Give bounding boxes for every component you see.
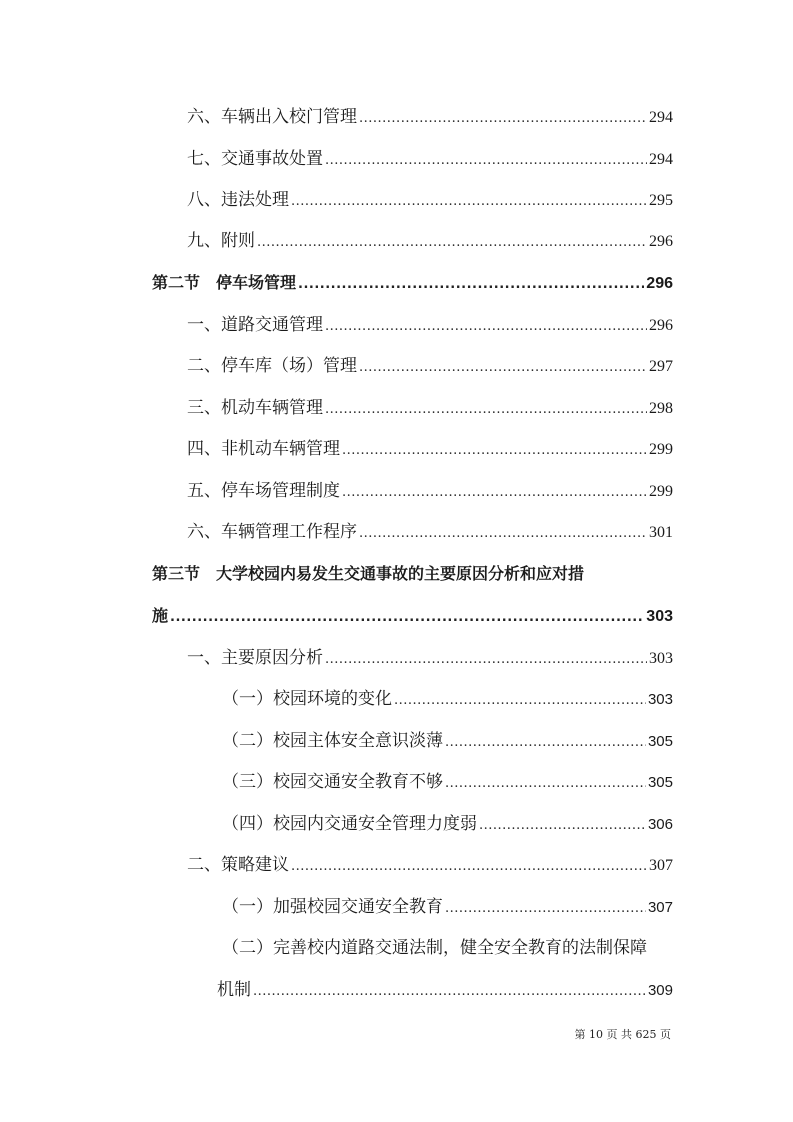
toc-entry-title: 四、非机动车辆管理 — [187, 439, 340, 459]
toc-entry-page: 297 — [649, 358, 673, 375]
toc-subentry[interactable] — [222, 726, 673, 756]
dot-leader — [342, 478, 647, 508]
toc-entry-page: 296 — [649, 317, 673, 334]
dot-leader — [394, 686, 646, 716]
toc-entry-title: 一、主要原因分析 — [187, 648, 323, 668]
toc-subentry[interactable] — [217, 975, 673, 1005]
toc-entry-title: 六、车辆出入校门管理 — [187, 107, 357, 127]
toc-entry-page: 294 — [649, 151, 673, 168]
toc-entry[interactable] — [187, 102, 673, 132]
toc-entry-page: 294 — [649, 109, 673, 126]
toc-entry-page: 301 — [649, 524, 673, 541]
dot-leader — [298, 270, 644, 300]
toc-section-page: 296 — [646, 275, 673, 292]
toc-subentry-title-line2: 机制 — [217, 980, 251, 1000]
dot-leader — [325, 395, 647, 425]
toc-entry-title: 九、附则 — [187, 231, 255, 251]
toc-entry-page: 296 — [649, 233, 673, 250]
toc-entry-title: 七、交通事故处置 — [187, 149, 323, 169]
toc-section-title-line2: 施 — [152, 606, 169, 625]
toc-entry[interactable] — [187, 393, 673, 423]
toc-subentry[interactable] — [222, 767, 673, 797]
dot-leader — [291, 187, 647, 217]
toc-subentry-page: 309 — [647, 982, 673, 999]
toc-subentry-page: 305 — [647, 774, 673, 791]
toc-entry-page: 307 — [649, 857, 673, 874]
toc-subentry-page: 305 — [647, 733, 673, 750]
toc-subentry-page: 303 — [647, 691, 673, 708]
toc-subentry-page: 306 — [647, 816, 673, 833]
toc-subentry[interactable] — [222, 892, 673, 922]
dot-leader — [479, 811, 646, 841]
page-footer: 第 10 页 共 625 页 — [574, 1028, 671, 1041]
toc-subentry-title: （四）校园内交通安全管理力度弱 — [222, 814, 477, 834]
dot-leader — [359, 104, 647, 134]
toc-entry[interactable] — [187, 185, 673, 215]
toc-entry-page: 303 — [649, 650, 673, 667]
toc-subentry-title: （二）校园主体安全意识淡薄 — [222, 731, 443, 751]
toc-section-entry[interactable] — [152, 601, 673, 631]
toc-entry[interactable] — [187, 517, 673, 547]
dot-leader — [359, 353, 647, 383]
toc-entry-page: 295 — [649, 192, 673, 209]
dot-leader — [325, 645, 647, 675]
toc-entry-page: 298 — [649, 400, 673, 417]
toc-entry[interactable] — [187, 850, 673, 880]
toc-subentry[interactable] — [222, 684, 673, 714]
toc-subentry-title: （三）校园交通安全教育不够 — [222, 772, 443, 792]
toc-entry-title: 三、机动车辆管理 — [187, 398, 323, 418]
toc-entry-title: 一、道路交通管理 — [187, 315, 323, 335]
toc-entry[interactable] — [187, 226, 673, 256]
toc-subentry-title-line1[interactable]: （二）完善校内道路交通法制，健全安全教育的法制保障 — [222, 938, 647, 958]
toc-entry-title: 八、违法处理 — [187, 190, 289, 210]
toc-entry[interactable] — [187, 434, 673, 464]
toc-entry-title: 五、停车场管理制度 — [187, 481, 340, 501]
toc-entry-title: 二、策略建议 — [187, 855, 289, 875]
toc-entry[interactable] — [187, 476, 673, 506]
toc-subentry-page: 307 — [647, 899, 673, 916]
dot-leader — [291, 852, 647, 882]
toc-entry-title: 六、车辆管理工作程序 — [187, 522, 357, 542]
dot-leader — [325, 312, 647, 342]
dot-leader — [445, 894, 646, 924]
toc-section-entry[interactable] — [152, 268, 673, 298]
toc-subentry[interactable] — [222, 809, 673, 839]
toc-subentry-title: （一）加强校园交通安全教育 — [222, 897, 443, 917]
dot-leader — [445, 728, 646, 758]
toc-subentry-title: （一）校园环境的变化 — [222, 689, 392, 709]
toc-entry[interactable] — [187, 643, 673, 673]
toc-entry-title: 二、停车库（场）管理 — [187, 356, 357, 376]
toc-section-title: 第二节 停车场管理 — [152, 273, 297, 292]
dot-leader — [170, 603, 644, 633]
toc-entry-page: 299 — [649, 483, 673, 500]
dot-leader — [257, 228, 647, 258]
dot-leader — [325, 146, 647, 176]
toc-entry-page: 299 — [649, 441, 673, 458]
toc-entry[interactable] — [187, 351, 673, 381]
toc-entry[interactable] — [187, 144, 673, 174]
dot-leader — [342, 436, 647, 466]
dot-leader — [445, 769, 646, 799]
toc-entry[interactable] — [187, 310, 673, 340]
dot-leader — [253, 977, 646, 1007]
toc-section-title-line1[interactable]: 第三节 大学校园内易发生交通事故的主要原因分析和应对措 — [152, 564, 585, 583]
dot-leader — [359, 519, 647, 549]
toc-section-page: 303 — [646, 608, 673, 625]
